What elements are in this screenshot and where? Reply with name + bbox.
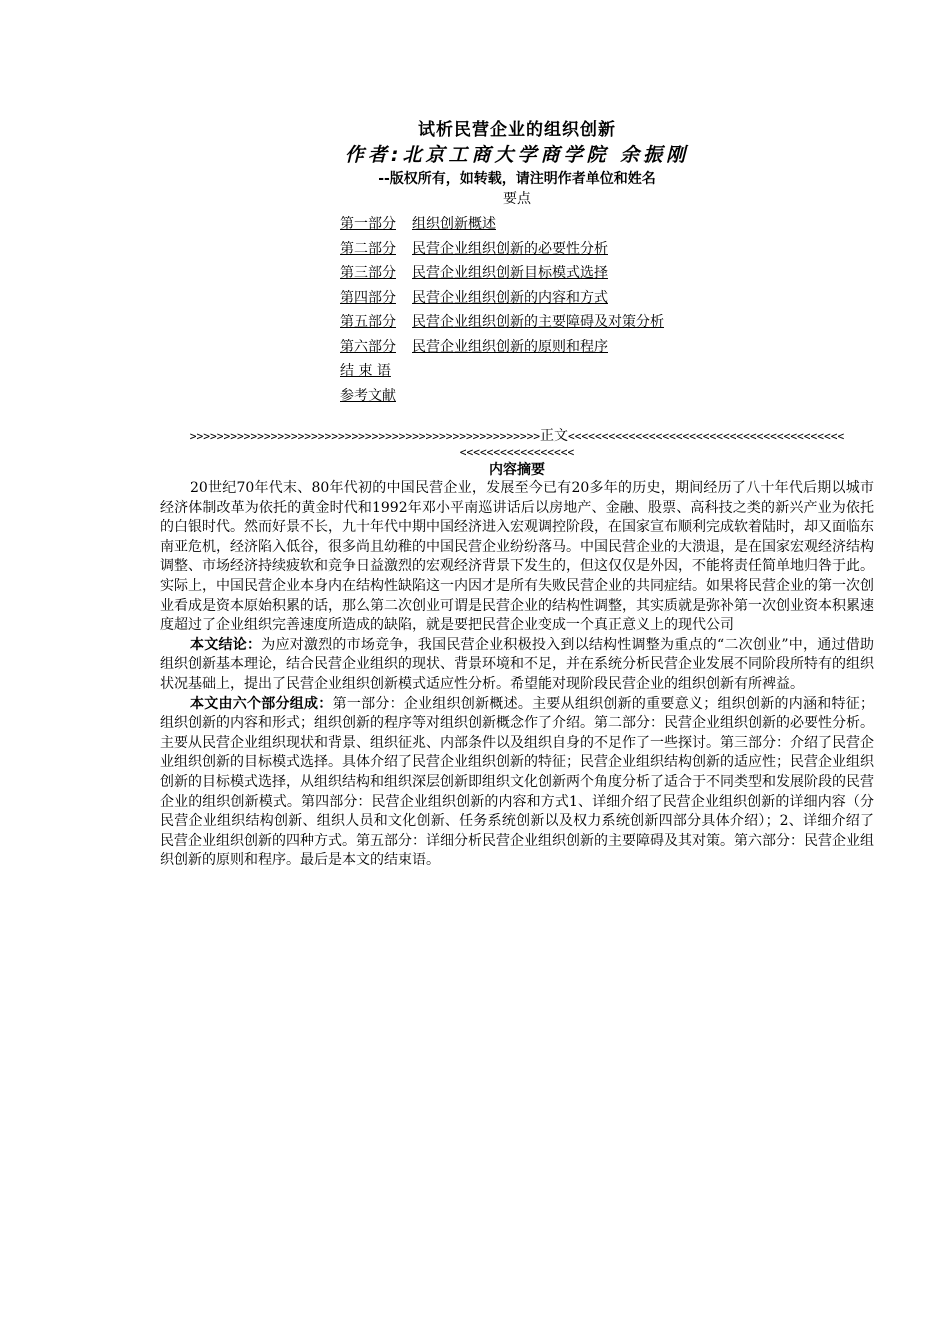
document-page (160, 118, 874, 871)
structure-label: 本文由六个部分组成： (190, 695, 333, 712)
toc-part-label: 结 束 语 (340, 363, 391, 379)
abstract-paragraph-1: 20世纪70年代末、80年代初的中国民营企业，发展至今已有20多年的历史，期间经历了八十年代后期以城市经济体制改革为依托的黄金时代和1992年邓小平南巡讲话后以房地产、金融、股票、高科技之类的新兴产业为依托的白银时代。然而好景不长，九十年代中期中国经济进入宏观调控阶段，在国家宣布顺利完成软着陆时，却又面临东南亚危机，经济陷入低谷，很多尚且幼稚的中国民营企业纷纷落马。中国民营企业的大溃退，是在国家宏观经济结构调整、市场经济持续疲软和竞争日益激烈的宏观经济背景下发生的，但这仅仅是外因，不能将责任简单地归咎于此。实际上，中国民营企业本身内在结构性缺陷这一内因才是所有失败民营企业的共同症结。如果将民营企业的第一次创业看成是资本原始积累的话，那么第二次创业可谓是民营企业的结构性调整，其实质就是弥补第一次创业资本积累速度超过了企业组织完善速度所造成的缺陷，就是要把民营企业变成一个真正意义上的现代公司 (160, 480, 874, 634)
copyright-notice: --版权所有，如转载，请注明作者单位和姓名 (378, 171, 656, 187)
toc-link-part-5[interactable] (340, 314, 664, 330)
toc-part-label: 第二部分 (340, 240, 396, 257)
toc-part-title: 民营企业组织创新的原则和程序 (412, 338, 608, 355)
toc-part-title: 民营企业组织创新的内容和方式 (412, 289, 608, 306)
divider-right-arrows: <<<<<<<<<<<<<<<<<<<<<<<<<<<<<<<<<<<<<<<<< (568, 430, 845, 443)
key-points-label: 要点 (503, 191, 531, 207)
document-title: 试析民营企业的组织创新 (418, 120, 616, 140)
abstract-paragraph-2 (160, 636, 874, 695)
table-of-contents (340, 212, 874, 408)
document-author: 作者:北京工商大学商学院 余振刚 (344, 144, 690, 166)
divider-left-arrows: >>>>>>>>>>>>>>>>>>>>>>>>>>>>>>>>>>>>>>>>>>>>>>>>>>>> (189, 430, 541, 443)
toc-item[interactable] (340, 286, 874, 311)
toc-item[interactable] (340, 359, 874, 384)
toc-part-label: 第三部分 (340, 265, 396, 281)
toc-item[interactable] (340, 237, 874, 262)
toc-part-title: 组织创新概述 (412, 216, 496, 232)
toc-part-title: 民营企业组织创新目标模式选择 (412, 265, 608, 281)
toc-part-label: 第四部分 (340, 289, 396, 306)
divider-right-arrows-continued: <<<<<<<<<<<<<<<<< (459, 446, 575, 459)
toc-link-part-2[interactable] (340, 241, 608, 257)
abstract-title: 内容摘要 (489, 462, 545, 478)
toc-item[interactable] (340, 212, 874, 237)
main-text-divider (160, 428, 874, 461)
toc-link-part-6[interactable] (340, 339, 608, 355)
toc-link-references[interactable] (340, 388, 396, 404)
toc-item[interactable] (340, 384, 874, 409)
toc-link-part-4[interactable] (340, 290, 608, 306)
toc-link-part-1[interactable] (340, 216, 496, 232)
conclusion-text: 为应对激烈的市场竞争，我国民营企业积极投入到以结构性调整为重点的“二次创业”中，通过借助组织创新基本理论，结合民营企业组织的现状、背景环境和不足，并在系统分析民营企业发展不同阶段所特有的组织状况基础上，提出了民营企业组织创新模式适应性分析。希望能对现阶段民营企业的组织创新有所裨益。 (160, 636, 875, 692)
toc-part-label: 第一部分 (340, 216, 396, 232)
toc-item[interactable] (340, 335, 874, 360)
conclusion-label: 本文结论： (190, 636, 262, 653)
toc-part-title: 民营企业组织创新的主要障碍及对策分析 (412, 314, 664, 330)
toc-part-label: 第六部分 (340, 338, 396, 355)
toc-link-part-3[interactable] (340, 265, 608, 281)
structure-text: 第一部分：企业组织创新概述。主要从组织创新的重要意义；组织创新的内涵和特征；组织创新的内容和形式；组织创新的程序等对组织创新概念作了介绍。第二部分：民营企业组织创新的必要性分析。主要从民营企业组织现状和背景、组织征兆、内部条件以及组织自身的不足作了一些探讨。第三部分：介绍了民营企业组织创新的目标模式选择。具体介绍了民营企业组织创新的特征；民营企业组织结构创新的适应性；民营企业组织创新的目标模式选择，从组织结构和组织深层创新即组织文化创新两个角度分析了适合于不同类型和发展阶段的民营企业的组织创新模式。第四部分：民营企业组织创新的内容和方式1、详细介绍了民营企业组织创新的详细内容（分民营企业组织结构创新、组织人员和文化创新、任务系统创新以及权力系统创新四部分具体介绍）；2、详细介绍了民营企业组织创新的四种方式。第五部分：详细分析民营企业组织创新的主要障碍及其对策。第六部分：民营企业组织创新的原则和程序。最后是本文的结束语。 (160, 695, 875, 869)
toc-part-label: 参考文献 (340, 387, 396, 404)
abstract-paragraph-3 (160, 695, 874, 871)
toc-item[interactable] (340, 261, 874, 286)
toc-part-title: 民营企业组织创新的必要性分析 (412, 240, 608, 257)
toc-link-conclusion[interactable] (340, 363, 391, 379)
divider-label: 正文 (540, 428, 569, 444)
toc-item[interactable] (340, 310, 874, 335)
toc-part-label: 第五部分 (340, 314, 396, 330)
